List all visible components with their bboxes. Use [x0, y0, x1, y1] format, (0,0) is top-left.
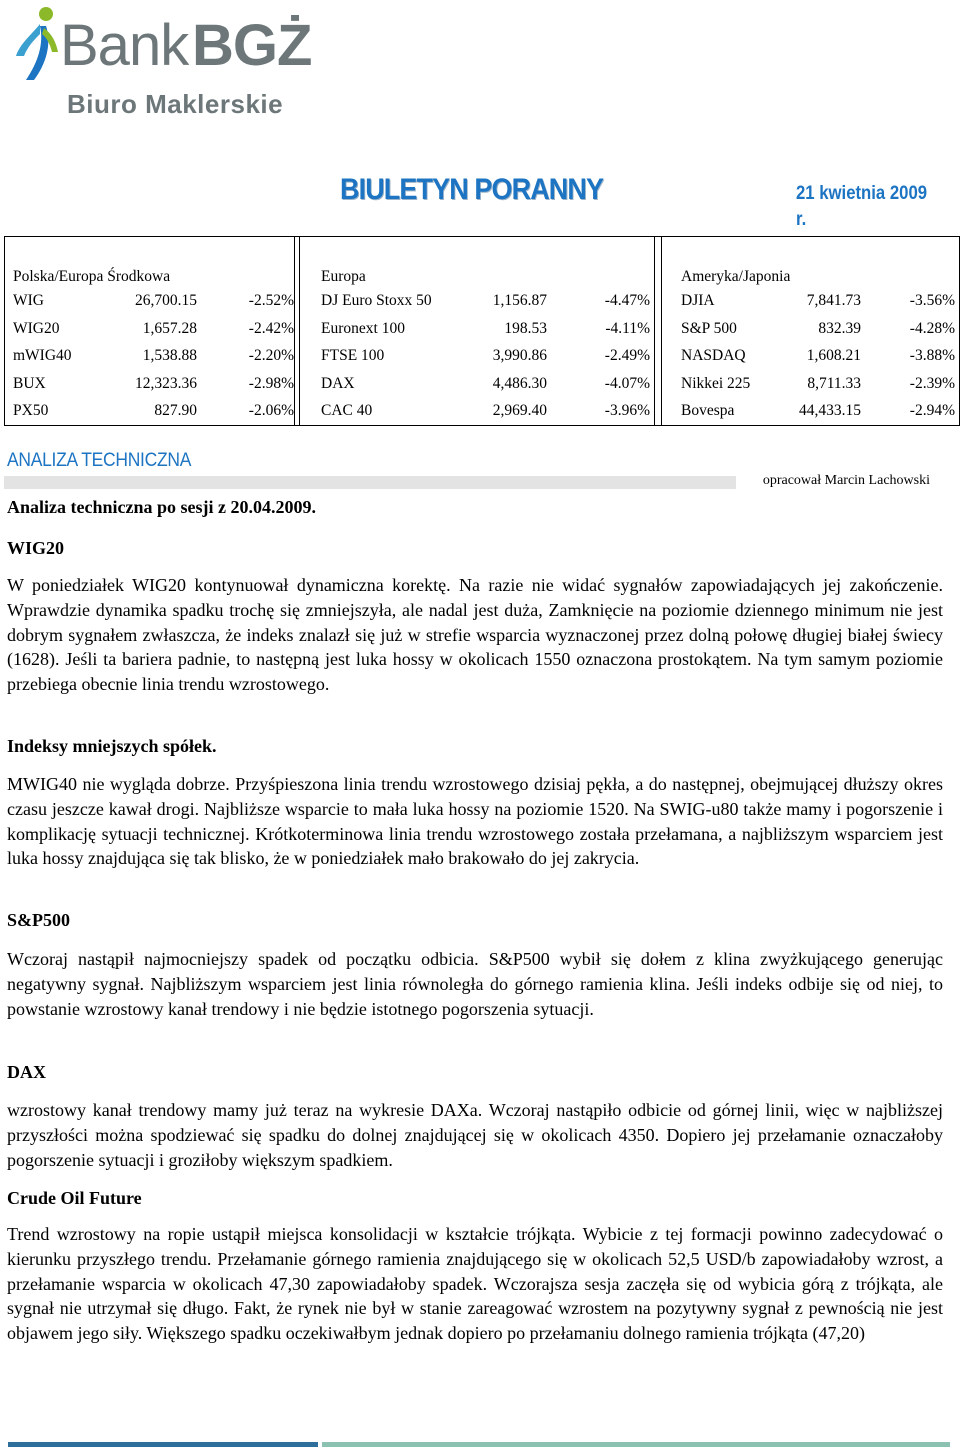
index-name: WIG	[13, 292, 44, 309]
index-value: 1,538.88	[142, 347, 197, 364]
article-heading-sp500: S&P500	[7, 910, 70, 930]
index-value: 7,841.73	[806, 292, 861, 309]
index-change: -2.49%	[604, 347, 650, 364]
author-label: opracował Marcin Lachowski	[736, 472, 932, 490]
index-change: -3.96%	[604, 402, 650, 419]
index-name: DJ Euro Stoxx 50	[321, 292, 432, 309]
index-change: -2.52%	[248, 292, 294, 309]
bank-bgz-logo	[10, 4, 310, 120]
section-title: ANALIZA TECHNICZNA	[7, 450, 192, 471]
region-header: Europa	[321, 268, 366, 285]
index-value: 3,990.86	[492, 347, 547, 364]
index-change: -2.39%	[909, 374, 955, 392]
index-name: CAC 40	[321, 402, 373, 419]
index-value: 44,433.15	[799, 402, 861, 419]
logo-subtitle: Biuro Maklerskie	[67, 89, 284, 119]
index-value: 1,608.21	[806, 347, 861, 364]
index-change: -4.28%	[909, 319, 955, 337]
index-value: 1,156.87	[492, 292, 547, 309]
index-change: -4.47%	[604, 292, 650, 309]
bulletin-date: 21 kwietnia 2009 r.	[796, 183, 928, 230]
index-change: -2.20%	[248, 347, 294, 364]
article-heading-small-caps: Indeksy mniejszych spółek.	[7, 736, 217, 756]
article-heading-dax: DAX	[7, 1062, 46, 1082]
index-value: 832.39	[818, 319, 861, 337]
index-value: 4,486.30	[492, 374, 547, 392]
region-header: Polska/Europa Środkowa	[13, 268, 171, 285]
index-value: 1,657.28	[142, 319, 197, 337]
market-indices-table	[4, 236, 960, 426]
index-change: -3.88%	[909, 347, 955, 364]
index-value: 12,323.36	[135, 374, 197, 392]
column-separator	[654, 237, 655, 425]
article-text-small-caps: MWIG40 nie wygląda dobrze. Przyśpieszona linia trendu wzrostowego dzisiaj pękła, a do następnej, obejmującej dłuższy okres czasu jeszcze kawał drogi. Najbliższe wsparcie to mała luka hossy na poziomie 1520. Na SWIG-u80 także mamy i pogorszenie i komplikację sytuacji technicznej. Krótkoterminowa linia trendu wzrostowego została przełamana, a najbliższym wsparciem jest luka hossy znajdująca się tak blisko, że w poniedziałek mało brakowało do jej zakrycia.	[7, 774, 943, 869]
index-change: -2.06%	[248, 402, 294, 419]
article-heading-crude-oil: Crude Oil Future	[7, 1188, 142, 1208]
index-name: Nikkei 225	[681, 374, 751, 392]
logo-bgz-text: BGŻ	[192, 13, 312, 78]
index-name: Bovespa	[681, 402, 735, 419]
index-change: -2.42%	[248, 319, 294, 337]
article-text-sp500: Wczoraj nastąpił najmocniejszy spadek od początku odbicia. S&P500 wybił się dołem z klina zwyżkującego generując negatywny sygnał. Najbliższym wsparciem jest linia równoległa do górnego ramienia klina. Jeśli indeks odbije się od niej, to powstanie wzrostowy kanał trendowy i nie będzie istotnego pogorszenia sytuacji.	[7, 949, 943, 1019]
index-change: -2.94%	[909, 402, 955, 419]
session-title: Analiza techniczna po sesji z 20.04.2009.	[7, 497, 316, 517]
column-separator	[661, 237, 662, 425]
index-value: 8,711.33	[807, 374, 861, 392]
region-header: Ameryka/Japonia	[681, 268, 791, 285]
index-name: mWIG40	[13, 347, 72, 364]
index-value: 827.90	[154, 402, 197, 419]
index-name: NASDAQ	[681, 347, 746, 364]
index-change: -4.11%	[605, 319, 650, 337]
index-name: DJIA	[681, 292, 715, 309]
index-name: Euronext 100	[321, 319, 405, 337]
logo-bank-text: Bank	[60, 13, 189, 78]
index-change: -4.07%	[604, 374, 650, 392]
index-name: BUX	[13, 374, 46, 392]
index-name: FTSE 100	[321, 347, 385, 364]
index-change: -3.56%	[909, 292, 955, 309]
article-text-wig20: W poniedziałek WIG20 kontynuował dynamiczna korektę. Na razie nie widać sygnałów zapowiadających jej zakończenie. Wprawdzie dynamika spadku trochę się zmniejszyła, ale nadal jest duża, Zamknięcie na poziomie dziennego minimum nie jest dobrym sygnałem zwłaszcza, że indeks znalazł się już w strefie wsparcia wyznaczonej przez dolną połowę długiej białej świecy (1628). Jeśli ta bariera padnie, to następną jest luka hossy w okolicach 1550 oznaczona prostokątem. Na tym samym poziomie przebiega obecnie linia trendu wzrostowego.	[7, 575, 943, 695]
column-separator	[299, 237, 300, 425]
index-value: 198.53	[504, 319, 547, 337]
column-separator	[294, 237, 295, 425]
article-heading-wig20: WIG20	[7, 538, 65, 558]
article-text-dax: wzrostowy kanał trendowy mamy już teraz na wykresie DAXa. Wczoraj nastąpiło odbicie od górnej linii, więc w najbliższej przyszłości można spodziewać się spadku do dolnej znajdującej się w okolicach 4350. Dopiero jej przełamanie oznaczałoby pogorszenie sytuacji i groziłoby większym spadkiem.	[7, 1100, 943, 1170]
index-name: WIG20	[13, 319, 60, 337]
index-name: PX50	[13, 402, 49, 419]
index-value: 2,969.40	[492, 402, 547, 419]
footer-bar-right	[322, 1442, 950, 1447]
index-name: DAX	[321, 374, 355, 392]
article-text-crude-oil: Trend wzrostowy na ropie ustąpił miejsca konsolidacji w kształcie trójkąta. Wybicie z tej formacji powinno zadecydować o kierunku przyszłego trendu. Przełamanie górnego ramienia znajdującego się w okolicach 52,5 USD/b zapowiadałoby wzrost, a przełamanie wsparcia w okolicach 47,30 zapowiadałoby spadek. Wczorajsza sesja zaczęła się od wybicia górą z trójkąta, ale sygnał nie utrzymał się długo. Fakt, że rynek nie był w stanie zareagować wzrostem na pozytywny sygnał z pewnością nie jest objawem jego siły. Większego spadku oczekiwałbym jednak dopiero po przełamaniu dolnego ramienia trójkąta (47,20)	[7, 1224, 943, 1344]
bulletin-title: BIULETYN PORANNY	[340, 173, 604, 206]
index-change: -2.98%	[248, 374, 294, 392]
footer-bar-left	[8, 1442, 318, 1447]
index-value: 26,700.15	[135, 292, 197, 309]
index-name: S&P 500	[681, 319, 737, 337]
